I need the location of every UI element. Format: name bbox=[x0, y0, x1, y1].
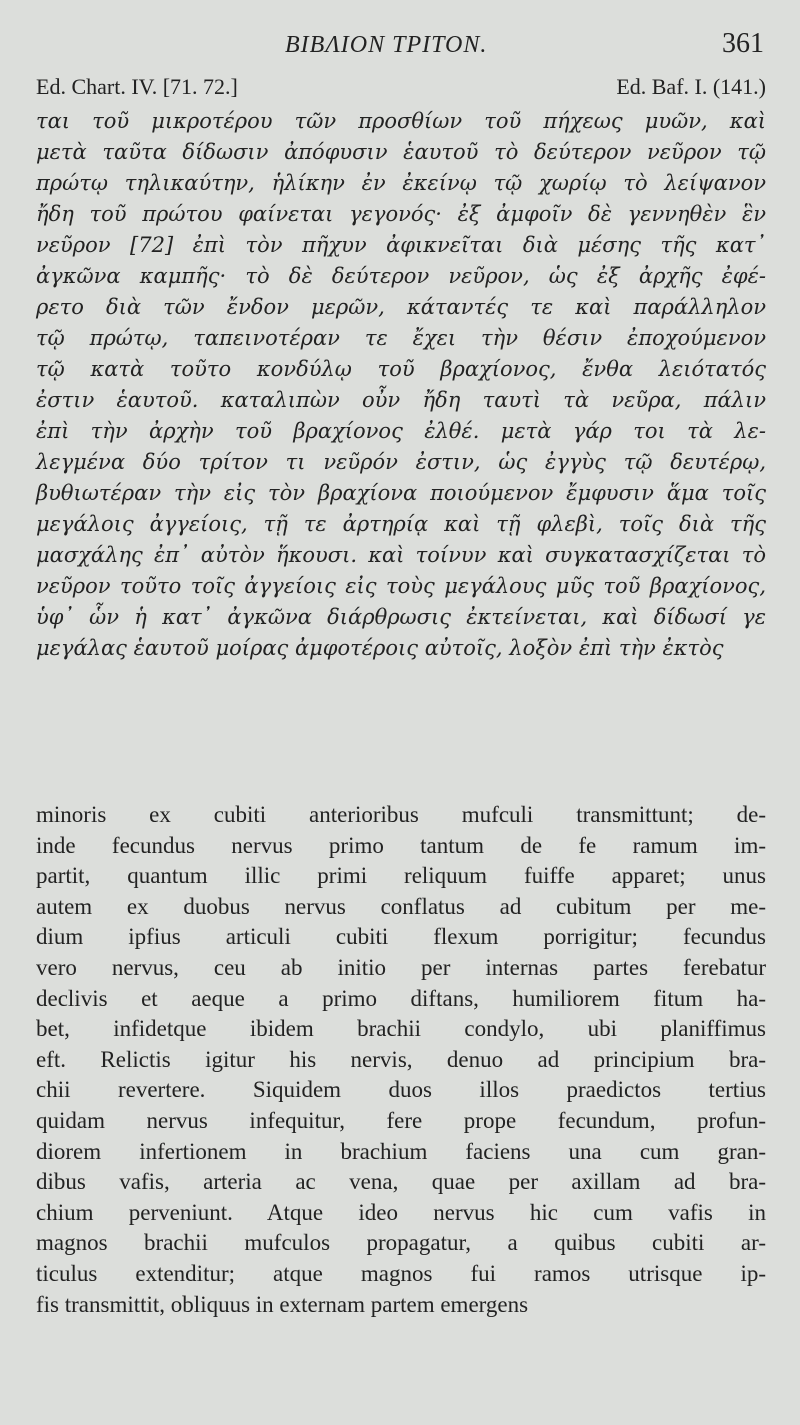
greek-text-line: ἀγκῶνα καμπῆς· τὸ δὲ δεύτερον νεῦρον, ὡς ἐξ ἀρχῆς ἐφέ- bbox=[36, 264, 766, 288]
latin-text-line: quidam nervus infequitur, fere prope fecundum, profun- bbox=[36, 1107, 766, 1133]
page-number: 361 bbox=[722, 28, 764, 59]
greek-text-line: ἤδη τοῦ πρώτου φαίνεται γεγονός· ἐξ ἀμφοῖν δὲ γεννηθὲν ἓν bbox=[36, 202, 766, 226]
latin-text-line: vero nervus, ceu ab initio per internas partes ferebatur bbox=[36, 954, 766, 980]
running-head bbox=[0, 26, 800, 66]
latin-text-line: magnos brachii mufculos propagatur, a quibus cubiti ar- bbox=[36, 1230, 766, 1256]
latin-text-line: autem ex duobus nervus conflatus ad cubitum per me- bbox=[36, 893, 766, 919]
greek-text-line: ρετο διὰ τῶν ἔνδον μερῶν, κάταντές τε καὶ παράλληλον bbox=[36, 295, 766, 319]
book-title: BIBΛION TPITON. bbox=[285, 32, 488, 58]
greek-text-line: νεῦρον [72] ἐπὶ τὸν πῆχυν ἀφικνεῖται διὰ μέσης τῆς κατ᾽ bbox=[36, 233, 766, 257]
edition-references bbox=[36, 74, 766, 104]
latin-text-line: dibus vafis, arteria ac vena, quae per axillam ad bra- bbox=[36, 1169, 766, 1195]
latin-text-line: chium perveniunt. Atque ideo nervus hic cum vafis in bbox=[36, 1199, 766, 1225]
latin-text-line: partit, quantum illic primi reliquum fuiffe apparet; unus bbox=[36, 863, 766, 889]
greek-text-line: μετὰ ταῦτα δίδωσιν ἀπόφυσιν ἑαυτοῦ τὸ δεύτερον νεῦρον τῷ bbox=[36, 140, 766, 164]
greek-text-line: ἐστιν ἑαυτοῦ. καταλιπὼν οὖν ἤδη ταυτὶ τὰ νεῦρα, πάλιν bbox=[36, 388, 766, 412]
latin-text-line: diorem infertionem in brachium faciens una cum gran- bbox=[36, 1138, 766, 1164]
greek-text-line: ται τοῦ μικροτέρου τῶν προσθίων τοῦ πήχεως μυῶν, καὶ bbox=[36, 109, 766, 133]
greek-text-line: μεγάλας ἑαυτοῦ μοίρας ἀμφοτέροις αὐτοῖς, λοξὸν ἐπὶ τὴν ἐκτὸς bbox=[36, 636, 724, 660]
latin-text-line: minoris ex cubiti anterioribus mufculi transmittunt; de- bbox=[36, 802, 766, 827]
latin-text-line: bet, infidetque ibidem brachii condylo, ubi planiffimus bbox=[36, 1016, 766, 1042]
latin-text-line: declivis et aeque a primo diftans, humiliorem fitum ha- bbox=[36, 985, 766, 1011]
greek-text-line: τῷ πρώτῳ, ταπεινοτέραν τε ἔχει τὴν θέσιν ἐποχούμενον bbox=[36, 326, 766, 350]
latin-text-line: ticulus extenditur; atque magnos fui ramos utrisque ip- bbox=[36, 1260, 766, 1286]
greek-text-line: ἐπὶ τὴν ἀρχὴν τοῦ βραχίονος ἐλθέ. μετὰ γάρ τοι τὰ λε- bbox=[36, 419, 766, 443]
latin-text-line: dium ipfius articuli cubiti flexum porrigitur; fecundus bbox=[36, 924, 766, 950]
greek-text-line: τῷ κατὰ τοῦτο κονδύλῳ τοῦ βραχίονος, ἔνθα λειότατός bbox=[36, 357, 766, 381]
edition-basel-ref: Ed. Baf. I. (141.) bbox=[616, 74, 766, 99]
edition-chart-ref: Ed. Chart. IV. [71. 72.] bbox=[36, 74, 238, 99]
greek-text-block bbox=[36, 106, 766, 664]
latin-text-line: fis transmittit, obliquus in externam partem emergens bbox=[36, 1291, 529, 1317]
greek-text-line: νεῦρον τοῦτο τοῖς ἀγγείοις εἰς τοὺς μεγάλους μῦς τοῦ βραχίονος, bbox=[36, 574, 766, 598]
greek-text-line: πρώτῳ τηλικαύτην, ἡλίκην ἐν ἐκείνῳ τῷ χωρίῳ τὸ λείψανον bbox=[36, 171, 766, 195]
latin-text-block bbox=[36, 800, 766, 1320]
greek-text-line: λεγμένα δύο τρίτον τι νεῦρόν ἐστιν, ὡς ἐγγὺς τῷ δευτέρῳ, bbox=[36, 450, 766, 474]
latin-text-line: chii revertere. Siquidem duos illos praedictos tertius bbox=[36, 1077, 766, 1103]
greek-text-line: ὑφ᾽ ὧν ἡ κατ᾽ ἀγκῶνα διάρθρωσις ἐκτείνεται, καὶ δίδωσί γε bbox=[36, 605, 766, 629]
greek-text-line: βυθιωτέραν τὴν εἰς τὸν βραχίονα ποιούμενον ἔμφυσιν ἅμα τοῖς bbox=[36, 481, 766, 505]
latin-text-line: eft. Relictis igitur his nervis, denuo ad principium bra- bbox=[36, 1046, 766, 1072]
greek-text-line: μασχάλης ἐπ᾽ αὐτὸν ἥκουσι. καὶ τοίνυν καὶ συγκατασχίζεται τὸ bbox=[36, 543, 766, 567]
greek-text-line: μεγάλοις ἀγγείοις, τῇ τε ἀρτηρίᾳ καὶ τῇ φλεβὶ, τοῖς διὰ τῆς bbox=[36, 512, 766, 536]
latin-text-line: inde fecundus nervus primo tantum de fe ramum im- bbox=[36, 832, 766, 858]
